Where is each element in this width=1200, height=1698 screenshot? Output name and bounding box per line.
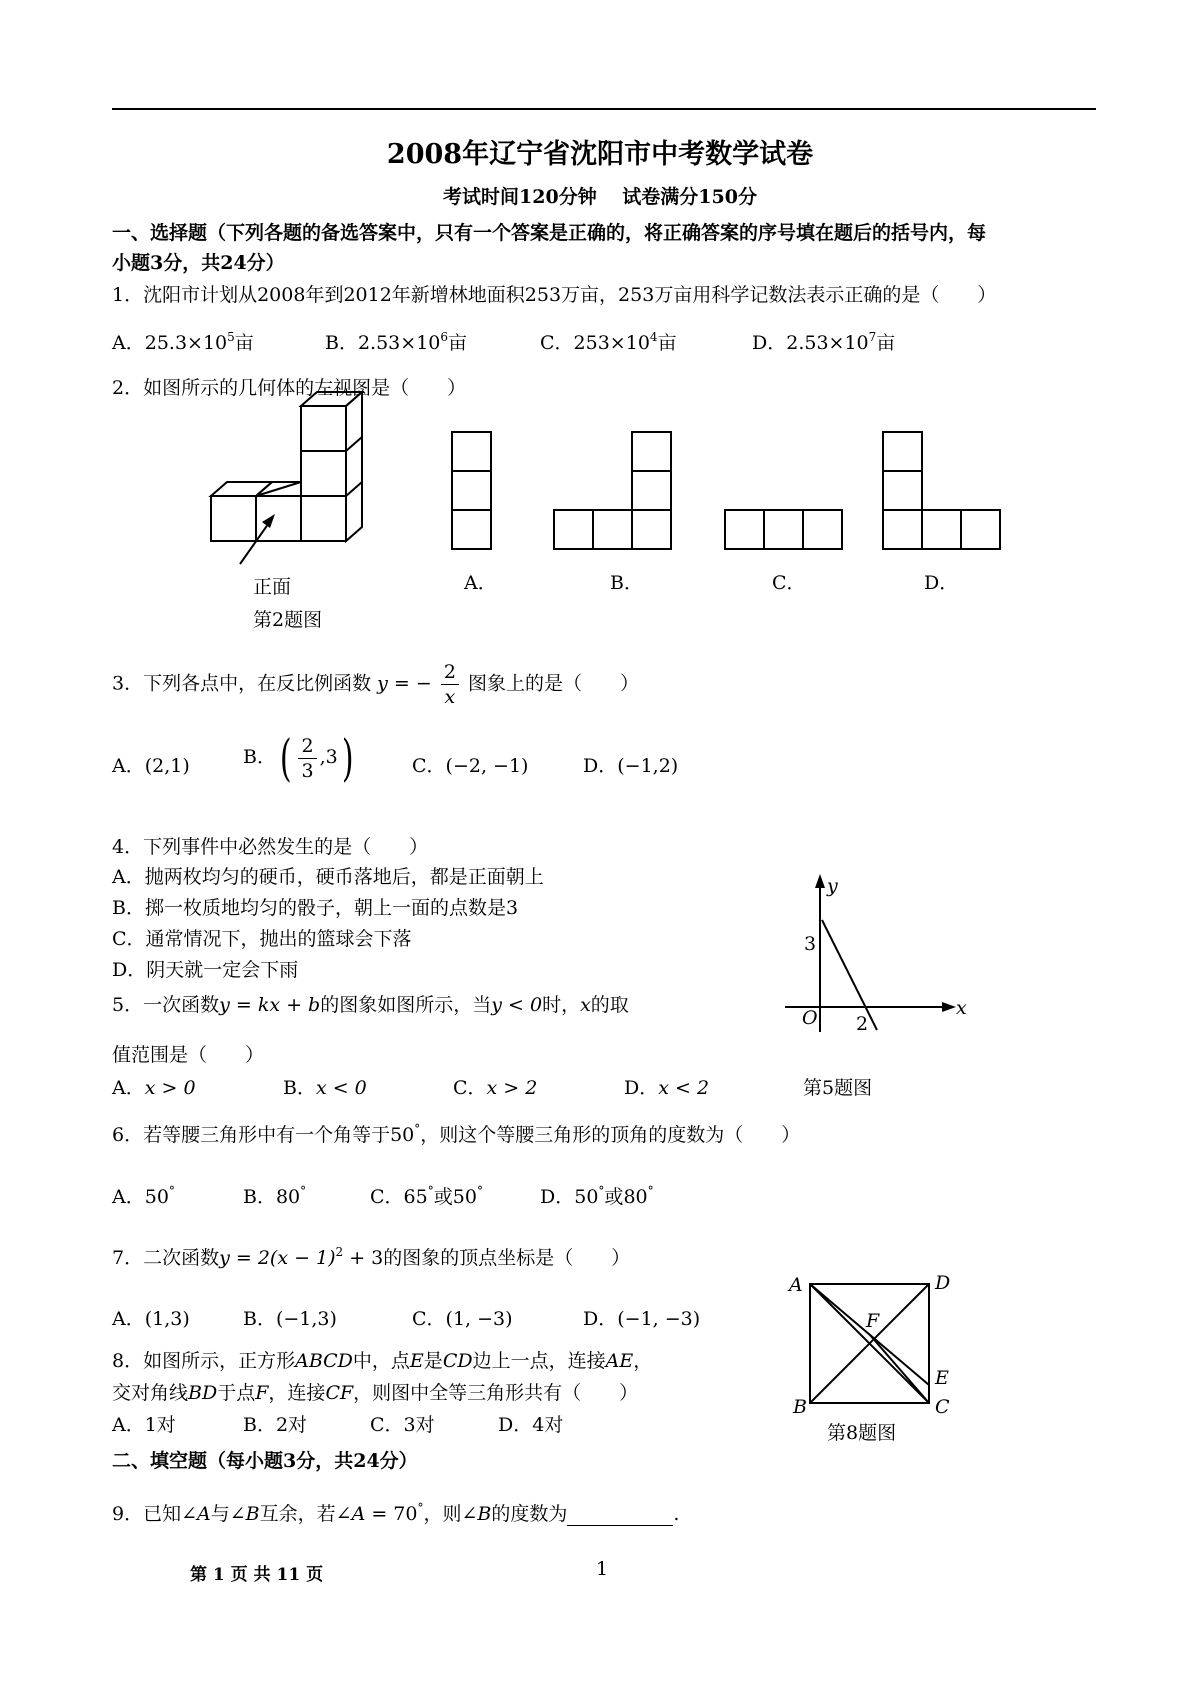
q8-option-c: C．3对 — [370, 1414, 435, 1436]
q7-stem: 7．二次函数$y = 2(x - 1)^2 + 3$的图象的顶点坐标是（ ） — [112, 1245, 631, 1269]
q6-option-d: D．50°或80° — [540, 1184, 654, 1208]
page-title: 2008年辽宁省沈阳市中考数学试卷 — [386, 139, 814, 170]
q5-option-d: D．x < 2 — [624, 1077, 710, 1099]
footer-page-info: 第 1 页 共 11 页 — [190, 1565, 324, 1585]
section2-heading: 二、填空题（每小题3分，共24分） — [112, 1450, 418, 1472]
q2-stem: 2．如图所示的几何体的左视图是（ ） — [112, 377, 467, 399]
q6-option-b: B．80° — [243, 1184, 307, 1208]
q4-option-a: A．抛两枚均匀的硬币，硬币落地后，都是正面朝上 — [112, 866, 544, 888]
q7-option-a: A．(1,3) — [112, 1308, 190, 1330]
q8-option-b: B．2对 — [243, 1414, 308, 1436]
q4-stem: 4．下列事件中必然发生的是（ ） — [112, 836, 429, 858]
q6-stem: 6．若等腰三角形中有一个角等于50°，则这个等腰三角形的顶角的度数为（ ） — [112, 1122, 801, 1146]
q8-stem-line2: 交对角线BD于点F，连接CF，则图中全等三角形共有（ ） — [112, 1382, 639, 1404]
q5-origin-label: O — [802, 1007, 818, 1029]
q7-option-c: C．(1, −3) — [412, 1308, 513, 1330]
q8-option-a: A．1对 — [112, 1414, 176, 1436]
q8-figure-caption: 第8题图 — [827, 1422, 897, 1444]
exam-subtitle: 考试时间120分钟 试卷满分150分 — [443, 186, 757, 208]
q8-label-a: A — [789, 1274, 803, 1296]
q8-label-b: B — [793, 1396, 807, 1418]
q8-label-c: C — [935, 1396, 950, 1418]
q4-option-c: C．通常情况下，抛出的篮球会下落 — [112, 928, 412, 950]
q5-x-axis-label: x — [956, 997, 967, 1019]
q3-stem: 3．下列各点中，在反比例函数 y = − $\frac{2}{x}$ 图象上的是（ ） — [112, 661, 639, 708]
q2-option-b-label: B． — [610, 572, 643, 594]
q8-label-d: D — [935, 1272, 951, 1294]
footer-page-number: 1 — [596, 1558, 609, 1580]
q6-option-c: C．65°或50° — [370, 1184, 483, 1208]
q1-stem: 1．沈阳市计划从2008年到2012年新增林地面积253万亩，253万亩用科学记数法表示正确的是（ ） — [112, 284, 997, 306]
q6-option-a: A．50° — [112, 1184, 175, 1208]
section1-heading-line2: 小题3分，共24分） — [112, 252, 285, 274]
q5-stem-line1: 5．一次函数y = kx + b的图象如图所示，当y < 0时，x的取 — [112, 994, 629, 1016]
q1-option-c: C．$253\times 10^4$亩 — [540, 330, 677, 354]
q3-fraction: $\frac{2}{x}$ — [441, 660, 459, 709]
q2-figure-caption: 第2题图 — [253, 609, 323, 631]
q5-y-axis-label: y — [827, 875, 838, 897]
q1-option-a: A．$25.3\times 10^5$亩 — [112, 330, 254, 354]
q5-option-c: C．x > 2 — [453, 1077, 538, 1099]
q5-y-intercept-label: 3 — [804, 933, 817, 955]
q2-option-c-label: C． — [772, 572, 806, 594]
q3-option-d: D．(−1,2) — [583, 755, 679, 777]
q8-label-f: F — [866, 1310, 880, 1332]
q7-option-b: B．(−1,3) — [243, 1308, 337, 1330]
q2-option-a-label: A． — [464, 572, 497, 594]
q1-option-b: B．$2.53\times 10^6$亩 — [325, 330, 468, 354]
q5-option-b: B．x < 0 — [283, 1077, 367, 1099]
q9-stem: 9．已知∠A与∠B互余，若∠A = 70°，则∠B的度数为 . — [112, 1501, 680, 1525]
q7-option-d: D．(−1, −3) — [583, 1308, 701, 1330]
q8-stem-line1: 8．如图所示，正方形ABCD中，点E是CD边上一点，连接AE， — [112, 1350, 653, 1372]
q3-option-c: C．(−2, −1) — [412, 755, 529, 777]
q8-option-d: D．4对 — [498, 1414, 564, 1436]
q5-x-intercept-label: 2 — [856, 1013, 869, 1035]
q3-option-b: B．( $\frac{2}{3}$ ,3) — [243, 729, 354, 787]
q9-answer-blank[interactable] — [567, 1505, 673, 1526]
q2-option-d-label: D． — [924, 572, 959, 594]
q5-figure-caption: 第5题图 — [803, 1077, 873, 1099]
q5-stem-line2: 值范围是（ ） — [112, 1044, 265, 1066]
q1-option-d: D．$2.53\times 10^7$亩 — [752, 330, 896, 354]
q5-option-a: A．x > 0 — [112, 1077, 196, 1099]
q4-option-d: D．阴天就一定会下雨 — [112, 959, 299, 981]
section1-heading-line1: 一、选择题（下列各题的备选答案中，只有一个答案是正确的，将正确答案的序号填在题后的括号内，每 — [112, 222, 987, 244]
q3-option-a: A．(2,1) — [112, 755, 190, 777]
q2-front-label: 正面 — [253, 576, 292, 598]
q4-option-b: B．掷一枚质地均匀的骰子，朝上一面的点数是3 — [112, 897, 519, 919]
q8-label-e: E — [935, 1367, 949, 1389]
